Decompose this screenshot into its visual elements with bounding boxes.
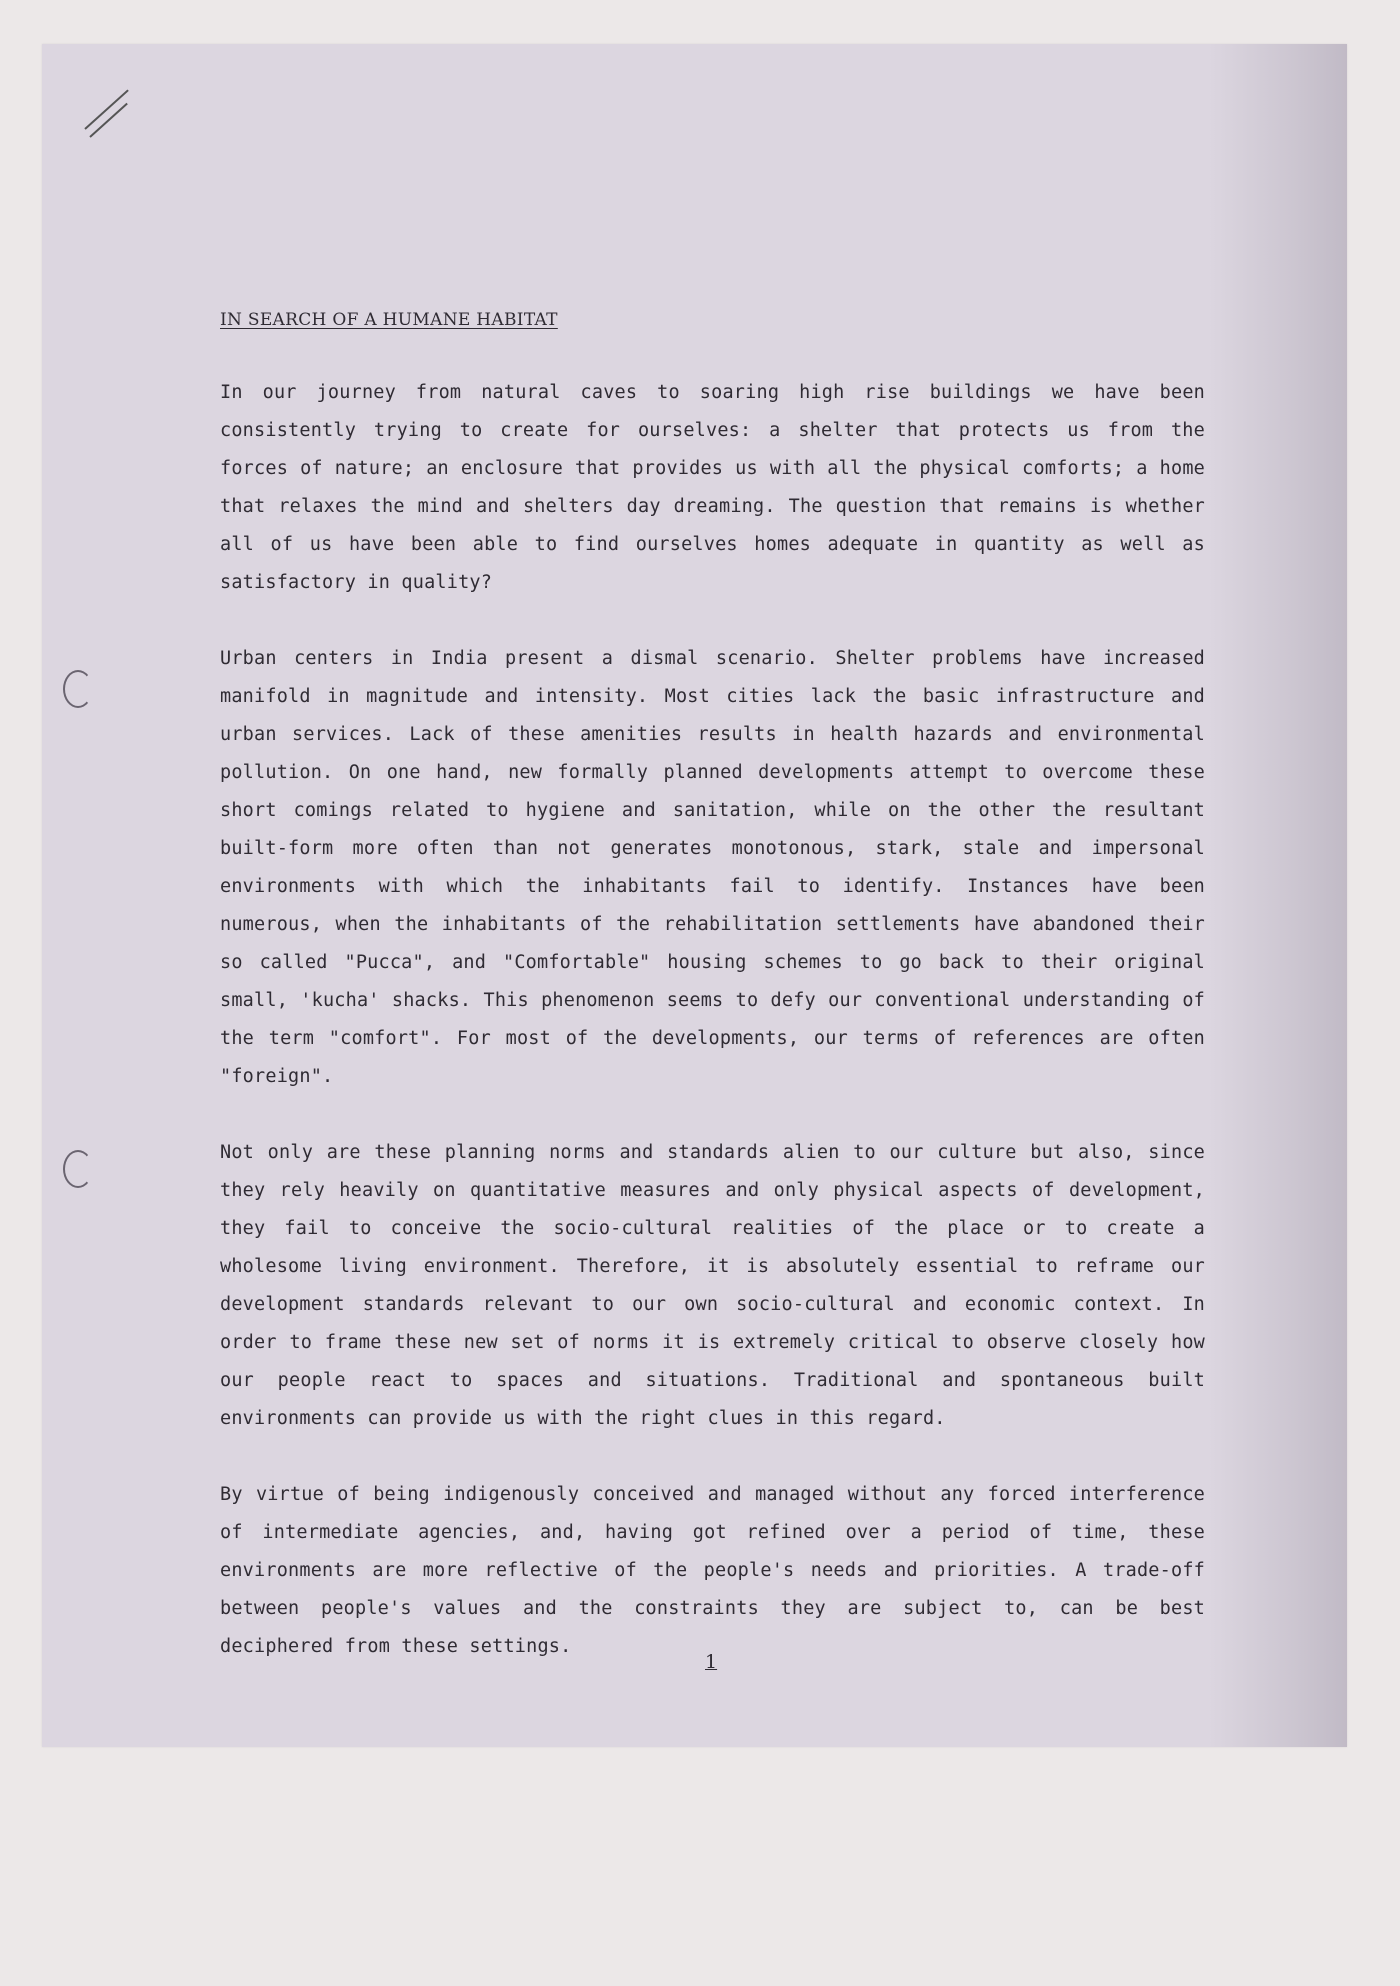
- document-body: [220, 310, 1205, 1704]
- page-number: 1: [705, 1651, 718, 1673]
- paragraph: By virtue of being indigenously conceived and managed without any forced interference of intermediate agencies, and, having got refined over a period of time, these environments are more reflective of the people's needs and priorities. A trade-off between people's values and the constraints they are subject to, can be best deciphered from these settings.: [220, 1484, 1205, 1657]
- document-title: IN SEARCH OF A HUMANE HABITAT: [220, 310, 558, 330]
- scan-shadow: [1207, 44, 1347, 1747]
- paragraph: Not only are these planning norms and standards alien to our culture but also, since they rely heavily on quantitative measures and only physical aspects of development, they fail to conceive the socio-cultural realities of the place or to create a wholesome living environment. Therefore, it is absolutely essential to reframe our development standards relevant to our own socio-cultural and economic context. In order to frame these new set of norms it is extremely critical to observe closely how our people react to spaces and situations. Traditional and spontaneous built environments can provide us with the right clues in this regard.: [220, 1142, 1205, 1429]
- punch-hole: [63, 670, 93, 708]
- punch-hole: [63, 1150, 93, 1188]
- paragraph: Urban centers in India present a dismal scenario. Shelter problems have increased manifold in magnitude and intensity. Most cities lack the basic infrastructure and urban services. Lack of these amenities results in health hazards and environmental pollution. On one hand, new formally planned developments attempt to overcome these short comings related to hygiene and sanitation, while on the other the resultant built-form more often than not generates monotonous, stark, stale and impersonal environments with which the inhabitants fail to identify. Instances have been numerous, when the inhabitants of the rehabilitation settlements have abandoned their so called "Pucca", and "Comfortable" housing schemes to go back to their original small, 'kucha' shacks. This phenomenon seems to defy our conventional understanding of the term "comfort". For most of the developments, our terms of references are often "foreign".: [220, 648, 1205, 1087]
- paragraph: In our journey from natural caves to soaring high rise buildings we have been consistently trying to create for ourselves: a shelter that protects us from the forces of nature; an enclosure that provides us with all the physical comforts; a home that relaxes the mind and shelters day dreaming. The question that remains is whether all of us have been able to find ourselves homes adequate in quantity as well as satisfactory in quality?: [220, 382, 1205, 593]
